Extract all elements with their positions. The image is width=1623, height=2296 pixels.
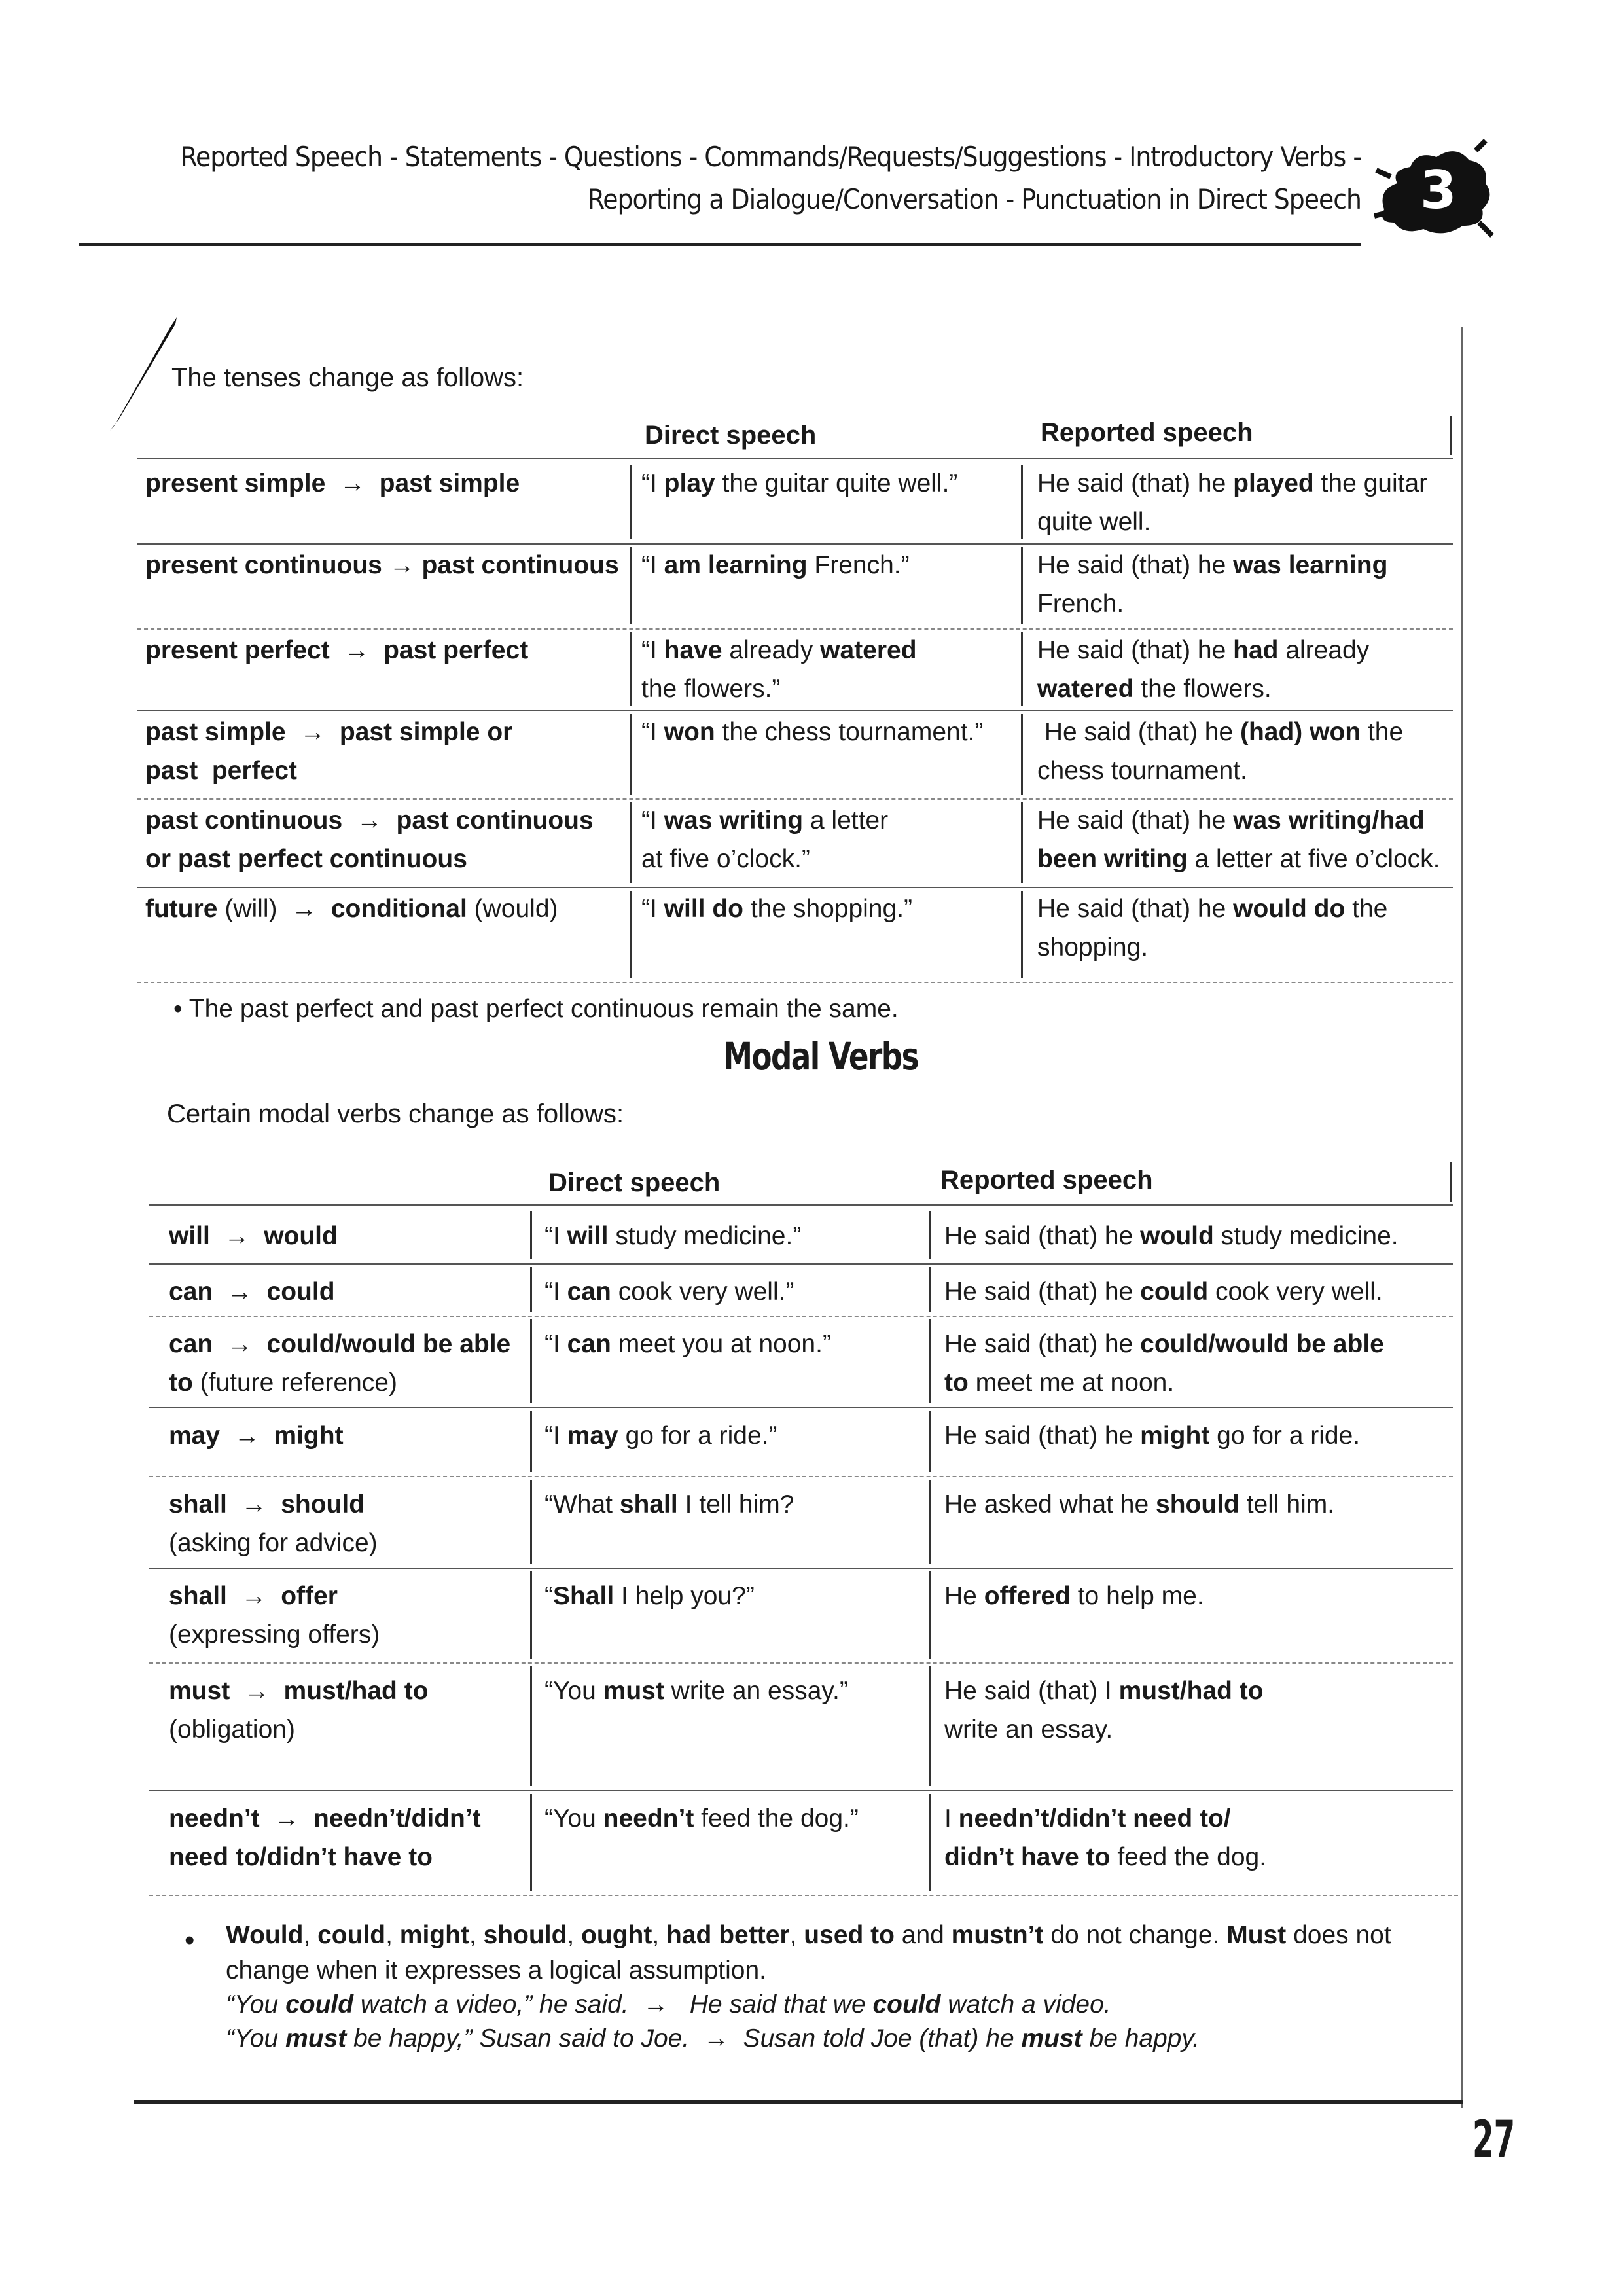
tenses-row-rule-4: past continuous → past continuous or past perfect continuous xyxy=(145,806,594,873)
modals-row-col-divider xyxy=(530,1571,532,1659)
modals-row-col-divider xyxy=(929,1211,931,1259)
modals-row-col-divider xyxy=(530,1480,532,1564)
modals-row-col-divider xyxy=(530,1267,532,1312)
modals-row-direct-0: “I will study medicine.” xyxy=(544,1222,802,1250)
tenses-row-direct-1: “I am learning French.” xyxy=(641,551,910,579)
modals-row-direct-3: “I may go for a ride.” xyxy=(544,1422,777,1450)
modals-row-row-rule xyxy=(149,1263,1453,1265)
modals-row-direct-1: “I can cook very well.” xyxy=(544,1278,794,1306)
modals-row-reported-3: He said (that) he might go for a ride. xyxy=(944,1422,1361,1450)
tenses-row-row-rule xyxy=(137,628,1453,630)
tenses-row-reported-3: He said (that) he (had) won the chess tournament. xyxy=(1037,718,1404,785)
tenses-row-col-divider xyxy=(630,714,632,795)
modals-row-reported-0: He said (that) he would study medicine. xyxy=(944,1222,1399,1250)
tenses-row-col-divider xyxy=(630,891,632,978)
tenses-row-rule-5: future (will) → conditional (would) xyxy=(145,895,558,923)
tenses-row-reported-0: He said (that) he played the guitar quite well. xyxy=(1037,469,1428,536)
header-rule xyxy=(79,243,1361,246)
modals-example-2: “You must be happy,” Susan said to Joe. → Susan told Joe (that) he must be happy. xyxy=(226,2024,1200,2053)
modals-row-col-divider xyxy=(929,1794,931,1891)
modals-row-row-rule xyxy=(149,1568,1453,1569)
modals-note-line-2: change when it expresses a logical assumption. xyxy=(226,1956,766,1984)
modals-row-col-divider xyxy=(929,1411,931,1472)
modals-row-reported-4: He asked what he should tell him. xyxy=(944,1490,1335,1518)
modals-row-reported-6: He said (that) I must/had to write an essay. xyxy=(944,1677,1264,1744)
tenses-row-reported-1: He said (that) he was learning French. xyxy=(1037,551,1388,618)
tenses-row-col-divider xyxy=(1021,891,1023,978)
header-line-2: Reporting a Dialogue/Conversation - Punctuation in Direct Speech xyxy=(587,183,1361,215)
modals-row-rule-1: can → could xyxy=(169,1278,335,1306)
tenses-row-col-divider xyxy=(1021,714,1023,795)
modal-verbs-title: Modal Verbs xyxy=(723,1034,918,1079)
tenses-row-reported-2: He said (that) he had already watered the flowers. xyxy=(1037,636,1370,703)
tenses-row-rule-1: present continuous → past continuous xyxy=(145,551,619,579)
modals-row-rule-7: needn’t → needn’t/didn’t need to/didn’t have to xyxy=(169,1804,481,1871)
modals-example-1: “You could watch a video,” he said. → He said that we could watch a video. xyxy=(226,1990,1111,2018)
modals-note-line-1: Would, could, might, should, ought, had better, used to and mustn’t do not change. Must does not xyxy=(226,1921,1391,1949)
tenses-row-col-divider xyxy=(1021,802,1023,883)
tenses-row-row-rule xyxy=(137,798,1453,800)
modals-row-rule-4: shall → should (asking for advice) xyxy=(169,1490,378,1557)
modals-row-rule-6: must → must/had to (obligation) xyxy=(169,1677,429,1744)
tenses-row-direct-2: “I have already watered the flowers.” xyxy=(641,636,917,703)
tenses-bottom-rule xyxy=(137,982,1453,983)
tenses-row-direct-5: “I will do the shopping.” xyxy=(641,895,913,923)
tenses-row-col-divider xyxy=(1021,465,1023,539)
tenses-row-reported-4: He said (that) he was writing/had been writing a letter at five o’clock. xyxy=(1037,806,1440,873)
tenses-row-direct-0: “I play the guitar quite well.” xyxy=(641,469,958,497)
modals-row-col-divider xyxy=(929,1267,931,1312)
modals-row-col-divider xyxy=(929,1571,931,1659)
tenses-row-direct-3: “I won the chess tournament.” xyxy=(641,718,984,746)
modals-row-rule-5: shall → offer (expressing offers) xyxy=(169,1582,380,1649)
tenses-header-rule xyxy=(137,458,1453,459)
tenses-row-col-divider xyxy=(1021,547,1023,624)
tenses-row-col-divider xyxy=(630,547,632,624)
modals-row-reported-2: He said (that) he could/would be able to meet me at noon. xyxy=(944,1330,1384,1397)
tenses-header-tick xyxy=(1450,416,1452,455)
modals-intro: Certain modal verbs change as follows: xyxy=(167,1100,624,1128)
tenses-col-direct: Direct speech xyxy=(645,421,817,450)
tenses-row-col-divider xyxy=(630,632,632,706)
modals-row-col-divider xyxy=(530,1411,532,1472)
modals-row-rule-3: may → might xyxy=(169,1422,344,1450)
modals-col-reported: Reported speech xyxy=(940,1166,1153,1194)
modals-note-bullet: • xyxy=(185,1924,195,1956)
modals-row-col-divider xyxy=(530,1794,532,1891)
footer-rule xyxy=(134,2100,1463,2104)
page-margin-rule xyxy=(1461,327,1463,2108)
modals-header-tick xyxy=(1450,1162,1452,1202)
modals-header-rule xyxy=(149,1204,1453,1206)
tenses-row-row-rule xyxy=(137,887,1453,888)
modals-row-reported-7: I needn’t/didn’t need to/ didn’t have to feed the dog. xyxy=(944,1804,1267,1871)
modals-row-col-divider xyxy=(530,1666,532,1786)
modals-row-direct-2: “I can meet you at noon.” xyxy=(544,1330,831,1358)
modals-row-rule-0: will → would xyxy=(169,1222,338,1250)
tenses-row-col-divider xyxy=(1021,632,1023,706)
modals-row-row-rule xyxy=(149,1316,1453,1317)
tenses-row-direct-4: “I was writing a letter at five o’clock.” xyxy=(641,806,889,873)
modals-row-col-divider xyxy=(929,1480,931,1564)
modals-row-reported-1: He said (that) he could cook very well. xyxy=(944,1278,1383,1306)
unit-number: 3 xyxy=(1420,160,1457,221)
modals-row-direct-6: “You must write an essay.” xyxy=(544,1677,848,1705)
modals-row-col-divider xyxy=(530,1319,532,1403)
tenses-row-col-divider xyxy=(630,802,632,883)
modals-row-direct-5: “Shall I help you?” xyxy=(544,1582,755,1610)
modals-row-col-divider xyxy=(929,1666,931,1786)
tenses-col-reported: Reported speech xyxy=(1041,418,1253,447)
tenses-row-col-divider xyxy=(630,465,632,539)
modals-row-row-rule xyxy=(149,1662,1453,1664)
header-line-1: Reported Speech - Statements - Questions - Commands/Requests/Suggestions - Introductory Verbs - xyxy=(180,141,1361,173)
modals-bottom-rule xyxy=(149,1895,1458,1896)
tenses-row-rule-2: present perfect → past perfect xyxy=(145,636,529,664)
modals-row-row-rule xyxy=(149,1790,1453,1791)
modals-row-direct-7: “You needn’t feed the dog.” xyxy=(544,1804,859,1833)
tenses-row-rule-3: past simple → past simple or past perfect xyxy=(145,718,513,785)
tenses-row-rule-0: present simple → past simple xyxy=(145,469,520,497)
tenses-row-reported-5: He said (that) he would do the shopping. xyxy=(1037,895,1388,961)
unit-number-badge-icon xyxy=(1371,131,1495,242)
modals-col-direct: Direct speech xyxy=(548,1168,721,1197)
modals-row-col-divider xyxy=(929,1319,931,1403)
modals-row-row-rule xyxy=(149,1407,1453,1408)
modals-row-rule-2: can → could/would be able to (future reference) xyxy=(169,1330,511,1397)
tenses-row-row-rule xyxy=(137,543,1453,545)
modals-row-col-divider xyxy=(530,1211,532,1259)
tenses-note: • The past perfect and past perfect continuous remain the same. xyxy=(173,995,899,1023)
modals-row-row-rule xyxy=(149,1476,1453,1477)
page-number: 27 xyxy=(1472,2111,1516,2170)
modals-row-reported-5: He offered to help me. xyxy=(944,1582,1204,1610)
modals-row-direct-4: “What shall I tell him? xyxy=(544,1490,794,1518)
tenses-row-row-rule xyxy=(137,710,1453,711)
tenses-intro: The tenses change as follows: xyxy=(171,363,524,392)
